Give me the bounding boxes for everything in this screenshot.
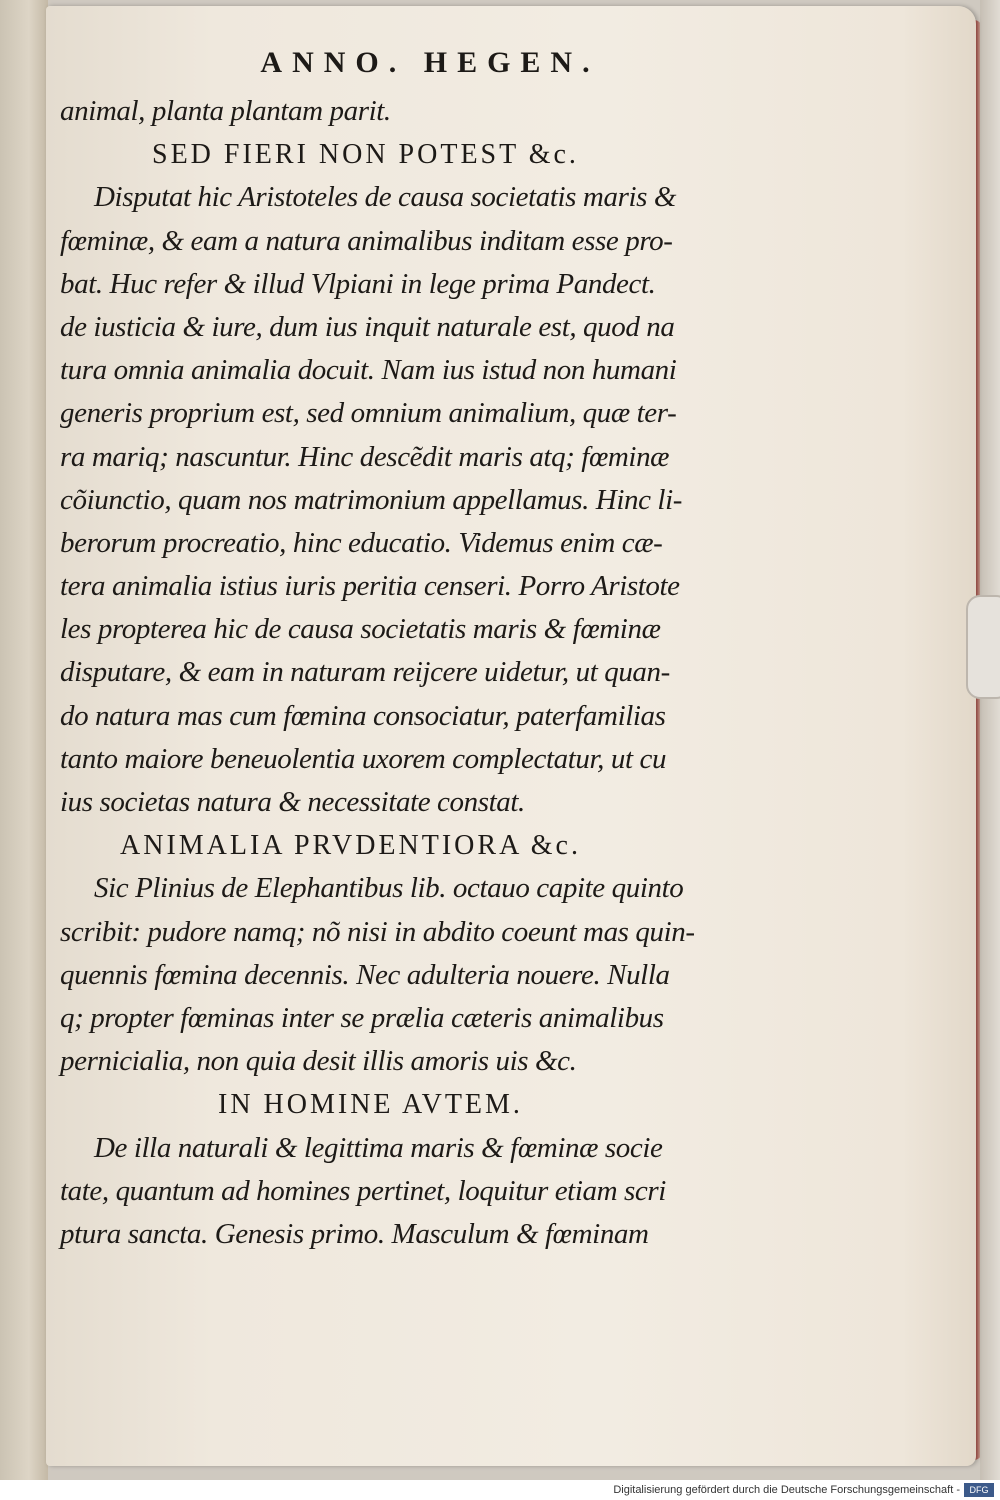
facing-page-edge [0, 0, 48, 1480]
text-line: scribit: pudore namq; nõ nisi in abdito coeunt mas quin- [60, 915, 695, 948]
text-line: pernicialia, non quia desit illis amoris uis &c. [60, 1045, 577, 1078]
text-line: tate, quantum ad homines pertinet, loquitur etiam scri [60, 1174, 666, 1207]
text-line: SED FIERI NON POTEST &c. [152, 139, 579, 171]
footer-bar [0, 1480, 1000, 1500]
book-clasp [966, 595, 1000, 699]
text-line: fœminæ, & eam a natura animalibus inditam esse pro- [60, 224, 673, 257]
text-line: disputare, & eam in naturam reijcere uidetur, ut quan- [60, 656, 670, 689]
text-line: tura omnia animalia docuit. Nam ius istud non humani [60, 354, 677, 387]
text-line: les propterea hic de causa societatis maris & fœminæ [60, 613, 661, 646]
text-line: ra mariq; nascuntur. Hinc descẽdit maris atq; fœminæ [60, 440, 670, 473]
page-text-block [60, 40, 800, 1256]
text-line: do natura mas cum fœmina consociatur, paterfamilias [60, 699, 666, 732]
running-head: ANNO. HEGEN. [260, 46, 600, 79]
text-line: animal, planta plantam parit. [60, 95, 391, 127]
dfg-logo-icon: DFG [964, 1483, 994, 1497]
text-line: Sic Plinius de Elephantibus lib. octauo capite quinto [94, 872, 684, 905]
text-line: q; propter fœminas inter se prælia cæteris animalibus [60, 1001, 664, 1034]
text-line: ptura sancta. Genesis primo. Masculum & fœminam [60, 1217, 649, 1250]
text-line: bat. Huc refer & illud Vlpiani in lege prima Pandect. [60, 267, 656, 300]
text-lines [60, 90, 800, 1256]
text-line: ius societas natura & necessitate constat. [60, 786, 525, 818]
text-line: ANIMALIA PRVDENTIORA &c. [120, 830, 581, 862]
text-line: generis proprium est, sed omnium animalium, quæ ter- [60, 397, 677, 430]
text-line: Disputat hic Aristoteles de causa societatis maris & [94, 181, 676, 214]
footer-credit: Digitalisierung gefördert durch die Deutsche Forschungsgemeinschaft - [613, 1484, 960, 1496]
text-line: de iusticia & iure, dum ius inquit naturale est, quod na [60, 310, 675, 343]
next-pages-edge [980, 0, 1000, 1480]
text-line: cõiunctio, quam nos matrimonium appellamus. Hinc li- [60, 483, 682, 516]
text-line: De illa naturali & legittima maris & fœminæ socie [94, 1131, 663, 1164]
text-line: tanto maiore beneuolentia uxorem complectatur, ut cu [60, 742, 667, 775]
text-line: IN HOMINE AVTEM. [218, 1089, 523, 1121]
text-line: berorum procreatio, hinc educatio. Videmus enim cæ- [60, 526, 663, 559]
text-line: tera animalia istius iuris peritia censeri. Porro Aristote [60, 570, 680, 603]
text-line: quennis fœmina decennis. Nec adulteria nouere. Nulla [60, 958, 670, 991]
